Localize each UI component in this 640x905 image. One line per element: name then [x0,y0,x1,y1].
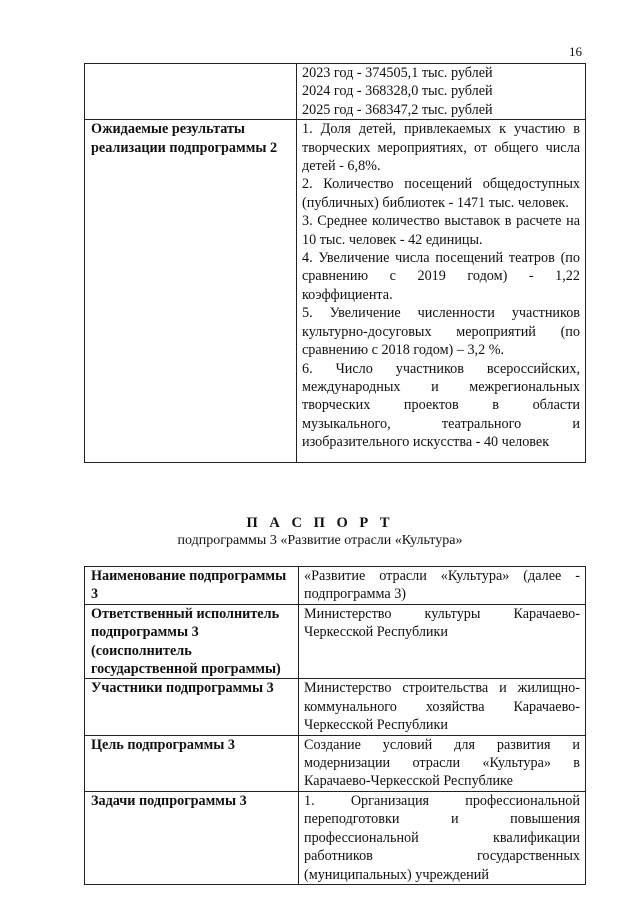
funding-line-2024: 2024 год - 368328,0 тыс. рублей [302,83,493,100]
subprogram-3-passport-table [84,566,586,885]
funding-line-2025: 2025 год - 368347,2 тыс. рублей [302,101,493,118]
row-label-executor: Ответственный исполнитель подпрограммы 3 (соисполнитель государственной программы) [85,604,299,679]
row-value-name: «Развитие отрасли «Культура» (далее - подпрограмма 3) [299,567,586,605]
funding-value-cell [297,64,586,120]
row-label-goal: Цель подпрограммы 3 [85,735,299,791]
row-label-name: Наименование подпрограммы 3 [85,567,299,605]
expected-results-list [297,120,586,462]
row-value-goal: Создание условий для развития и модернизации отрасли «Культура» в Карачаево-Черкесской Республике [299,735,586,791]
result-item-5: 5. Увеличение численности участников культурно-досуговых мероприятий (по сравнению с 2018 годом) – 3,2 %. [302,305,580,359]
subprogram-2-table-continued [84,63,586,463]
passport-title: П А С П О Р Т [246,515,394,531]
passport-row-goal [85,735,586,791]
passport-row-participants [85,679,586,735]
result-item-4: 4. Увеличение числа посещений театров (по сравнению с 2019 годом) - 1,22 коэффициента. [302,250,580,303]
result-item-1: 1. Доля детей, привлекаемых к участию в творческих мероприятиях, от общего числа детей - 6,8%. [302,121,580,175]
result-item-3: 3. Среднее количество выставок в расчете на 10 тыс. человек - 42 единицы. [302,213,580,248]
result-item-2: 2. Количество посещений общедоступных (публичных) библиотек - 1471 тыс. человек. [302,176,580,211]
passport-row-executor [85,604,586,679]
result-item-6: 6. Число участников всероссийских, международных и межрегиональных творческих проектов в области музыкального, театрального и изобразительного искусства - 40 человек [302,360,580,451]
funding-label-cell [85,64,297,120]
passport-row-tasks [85,791,586,884]
funding-row [85,64,586,120]
row-value-participants: Министерство строительства и жилищно-коммунального хозяйства Карачаево-Черкесской Республики [299,679,586,735]
expected-results-row [85,120,586,462]
passport-row-name [85,567,586,605]
passport-heading [0,515,640,549]
passport-subtitle: подпрограммы 3 «Развитие отрасли «Культура» [177,533,463,548]
funding-line-2023: 2023 год - 374505,1 тыс. рублей [302,65,493,81]
row-value-tasks: 1. Организация профессиональной переподготовки и повышения профессиональной квалификации работников государственных (муниципальных) учреждений [299,791,586,884]
page-number: 16 [569,44,582,59]
row-label-tasks: Задачи подпрограммы 3 [85,791,299,884]
row-value-executor: Министерство культуры Карачаево-Черкесской Республики [299,604,586,679]
row-label-participants: Участники подпрограммы 3 [85,679,299,735]
expected-results-label: Ожидаемые результаты реализации подпрограммы 2 [85,120,297,462]
